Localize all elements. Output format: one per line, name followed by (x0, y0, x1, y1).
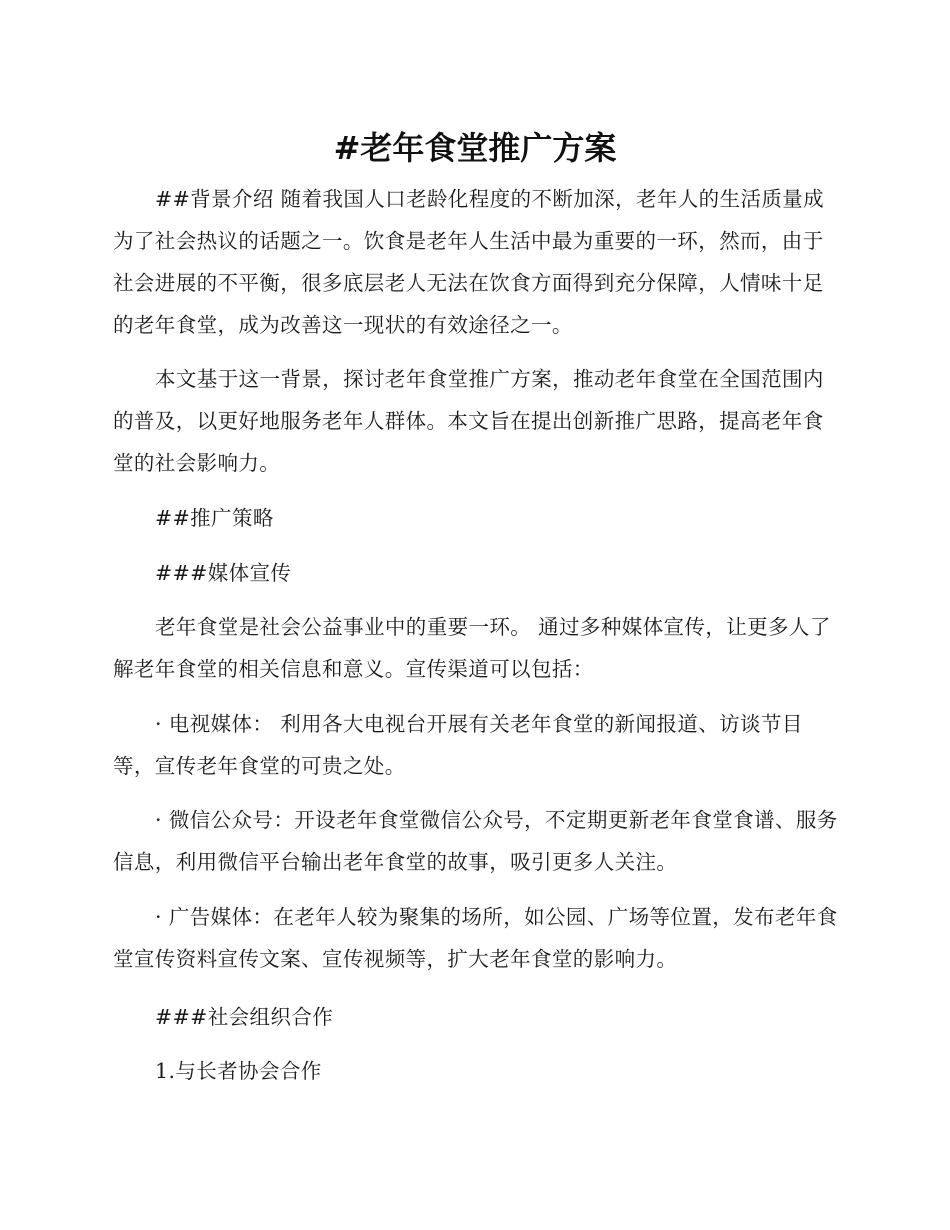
list-item-ads: · 广告媒体：在老年人较为聚集的场所，如公园、广场等位置，发布老年食堂宣传资料宣传文案、宣传视频等，扩大老年食堂的影响力。 (113, 905, 838, 971)
heading-partnership: ###社会组织合作 (155, 1005, 334, 1029)
heading-strategy: ##推广策略 (155, 506, 274, 530)
document-title: #老年食堂推广方案 (333, 129, 617, 167)
heading-media: ###媒体宣传 (155, 561, 292, 585)
list-item-tv: · 电视媒体： 利用各大电视台开展有关老年食堂的新闻报道、访谈节目等，宣传老年食堂的可贵之处。 (113, 712, 803, 778)
paragraph-purpose: 本文基于这一背景，探讨老年食堂推广方案，推动老年食堂在全国范围内的普及，以更好地服务老年人群体。本文旨在提出创新推广思路，提高老年食堂的社会影响力。 (113, 367, 824, 475)
paragraph-media-intro: 老年食堂是社会公益事业中的重要一环。 通过多种媒体宣传，让更多人了解老年食堂的相关信息和意义。宣传渠道可以包括： (113, 615, 831, 681)
list-item-wechat: · 微信公众号：开设老年食堂微信公众号，不定期更新老年食堂食谱、服务信息，利用微信平台输出老年食堂的故事，吸引更多人关注。 (113, 808, 838, 874)
list-item-elders-association: 1.与长者协会合作 (155, 1059, 322, 1083)
paragraph-background: ##背景介绍 随着我国人口老龄化程度的不断加深，老年人的生活质量成为了社会热议的话题之一。饮食是老年人生活中最为重要的一环，然而，由于社会进展的不平衡，很多底层老人无法在饮食方面得到充分保障，人情味十足的老年食堂，成为改善这一现状的有效途径之一。 (113, 187, 825, 337)
